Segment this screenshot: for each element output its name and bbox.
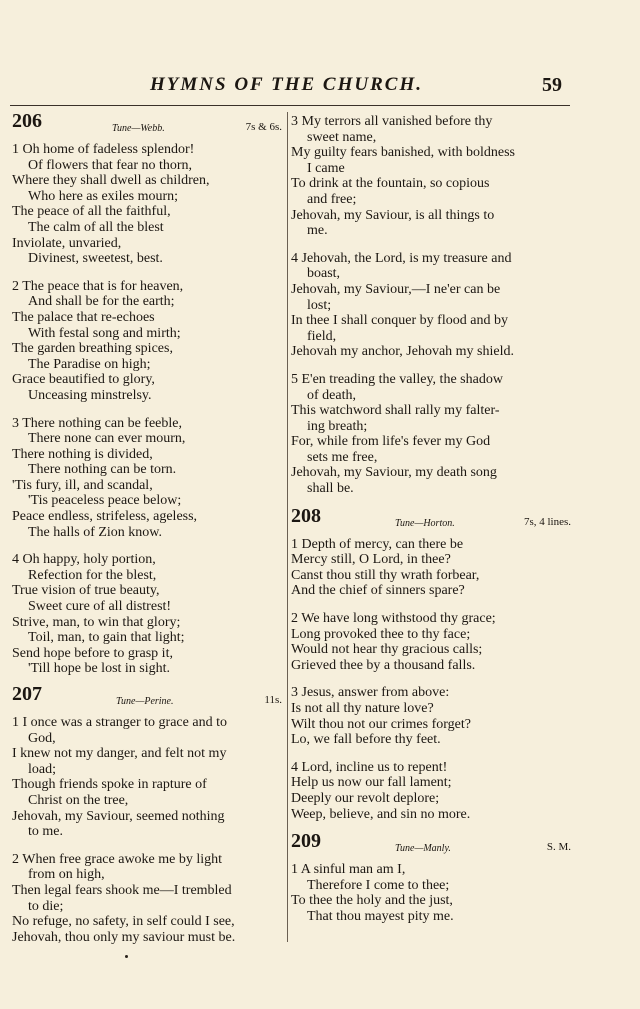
verse-line: Peace endless, strifeless, ageless, — [12, 509, 198, 525]
verse-line: My guilty fears banished, with boldness — [291, 145, 515, 161]
verse-line: Jehovah, my Saviour, my death song — [291, 465, 497, 481]
verse — [291, 611, 571, 673]
verse-line: sets me free, — [307, 449, 378, 465]
verse-line: Grieved thee by a thousand falls. — [291, 657, 476, 673]
verse-line: Help us now our fall lament; — [291, 775, 452, 791]
verse-line: 3 My terrors all vanished before thy — [291, 114, 493, 129]
verse — [291, 537, 571, 599]
page-header — [0, 70, 640, 104]
hymn-header — [12, 110, 282, 140]
verse-line: And shall be for the earth; — [28, 294, 175, 310]
verse — [291, 372, 571, 497]
verse — [12, 142, 282, 267]
verse-line: Jehovah, my Saviour, is all things to — [291, 207, 495, 223]
hymn-header — [12, 683, 282, 713]
verse-line: from on high, — [28, 867, 105, 883]
verse-line: I knew not my danger, and felt not my — [12, 746, 227, 762]
verse-line: 3 There nothing can be feeble, — [12, 415, 183, 431]
hymn-header — [291, 830, 571, 860]
verse-line: 'Tis peaceless peace below; — [28, 493, 182, 509]
verse-line: To thee the holy and the just, — [291, 893, 453, 909]
verse-line: 5 E'en treading the valley, the shadow — [291, 371, 503, 387]
verse-line: 2 The peace that is for heaven, — [12, 278, 184, 294]
running-title: HYMNS OF THE CHURCH. — [150, 74, 423, 95]
verse — [12, 715, 282, 840]
verse-line: 2 We have long withstood thy grace; — [291, 611, 496, 627]
verse-line: Therefore I come to thee; — [307, 877, 450, 893]
verse-line: Of flowers that fear no thorn, — [28, 157, 193, 173]
tune-name: Tune—Webb. — [112, 123, 165, 134]
verse-line: to die; — [28, 898, 64, 914]
column-divider — [287, 112, 288, 942]
tune-name: Tune—Manly. — [395, 843, 451, 855]
verse-line: Grace beautified to glory, — [12, 372, 155, 388]
verse-line: Canst thou still thy wrath forbear, — [291, 567, 480, 583]
left-column — [12, 110, 282, 957]
verse-line: sweet name, — [307, 129, 377, 145]
verse-line: The calm of all the blest — [28, 219, 164, 235]
hymn-number: 209 — [291, 830, 321, 853]
page-number: 59 — [542, 74, 562, 96]
verse-line: me. — [307, 223, 328, 239]
right-column — [291, 114, 571, 937]
verse-line: Though friends spoke in rapture of — [12, 777, 207, 793]
verse-line: 1 I once was a stranger to grace and to — [12, 715, 227, 730]
verse-line: I came — [307, 160, 345, 176]
verse-line: True vision of true beauty, — [12, 583, 160, 599]
header-rule — [10, 105, 570, 106]
verse — [291, 251, 571, 360]
verse-line: ing breath; — [307, 418, 368, 434]
verse-line: boast, — [307, 266, 341, 282]
verse-line: 1 Depth of mercy, can there be — [291, 536, 464, 552]
verse-line: Toil, man, to gain that light; — [28, 630, 185, 646]
verse-line: and free; — [307, 191, 357, 207]
verse — [12, 279, 282, 404]
meter: 11s. — [264, 694, 282, 706]
verse-line: 'Tis fury, ill, and scandal, — [12, 477, 153, 493]
verse-line: lost; — [307, 297, 332, 313]
verse-line: No refuge, no safety, in self could I see, — [12, 914, 235, 930]
verse-line: Weep, believe, and sin no more. — [291, 806, 471, 822]
verse-line: 4 Jehovah, the Lord, is my treasure and — [291, 250, 512, 266]
verse-line: 4 Lord, incline us to repent! — [291, 759, 448, 775]
verse-line: With festal song and mirth; — [28, 325, 181, 341]
verse-line: Lo, we fall before thy feet. — [291, 732, 441, 748]
verse — [12, 852, 282, 946]
verse-line: 'Till hope be lost in sight. — [28, 661, 171, 677]
verse-line: There none can ever mourn, — [28, 431, 186, 447]
verse-line: Deeply our revolt deplore; — [291, 790, 440, 806]
meter: S. M. — [546, 841, 571, 854]
verse-line: Would not hear thy gracious calls; — [291, 642, 483, 658]
verse-line: load; — [28, 761, 56, 777]
verse-line: Who here as exiles mourn; — [28, 188, 179, 204]
verse-line: Long provoked thee to thy face; — [291, 626, 471, 642]
verse-line: Sweet cure of all distrest! — [28, 599, 172, 615]
verse-line: 4 Oh happy, holy portion, — [12, 552, 156, 568]
verse-line: Wilt thou not our crimes forget? — [291, 716, 471, 732]
verse-line: to me. — [28, 824, 63, 840]
verse-line: In thee I shall conquer by flood and by — [291, 313, 508, 329]
verse-line: Jehovah, my Saviour,—I ne'er can be — [291, 281, 501, 297]
verse-line: And the chief of sinners spare? — [291, 583, 465, 599]
verse-line: God, — [28, 730, 56, 746]
verse-line: Strive, man, to win that glory; — [12, 614, 181, 630]
verse-line: There nothing is divided, — [12, 446, 153, 462]
verse — [291, 862, 571, 924]
verse-line: The palace that re-echoes — [12, 309, 155, 325]
verse-line: Jehovah, my Saviour, seemed nothing — [12, 808, 225, 824]
verse-line: Jehovah, thou only my saviour must be. — [12, 929, 236, 945]
verse — [12, 416, 282, 541]
meter: 7s, 4 lines. — [523, 515, 571, 528]
verse-line: That thou mayest pity me. — [307, 908, 454, 924]
verse — [291, 114, 571, 239]
verse-line: For, while from life's fever my God — [291, 434, 491, 450]
verse-line: Then legal fears shook me—I trembled — [12, 882, 232, 898]
ink-speck — [125, 955, 128, 958]
verse-line: 1 A sinful man am I, — [291, 862, 406, 878]
verse-line: The Paradise on high; — [28, 356, 151, 372]
verse-line: Christ on the tree, — [28, 792, 129, 808]
verse-line: Mercy still, O Lord, in thee? — [291, 552, 451, 568]
verse-line: The peace of all the faithful, — [12, 204, 171, 220]
verse-line: 2 When free grace awoke me by light — [12, 851, 223, 867]
verse-line: The garden breathing spices, — [12, 341, 173, 357]
verse-line: Inviolate, unvaried, — [12, 235, 122, 251]
verse-line: shall be. — [307, 481, 354, 497]
verse-line: Refection for the blest, — [28, 567, 157, 583]
tune-name: Tune—Horton. — [395, 517, 455, 529]
verse — [12, 552, 282, 677]
verse-line: Unceasing minstrelsy. — [28, 387, 152, 403]
hymn-number: 208 — [291, 504, 321, 527]
verse-line: Jehovah my anchor, Jehovah my shield. — [291, 344, 515, 360]
verse-line: of death, — [307, 387, 356, 403]
hymn-number: 206 — [12, 110, 42, 132]
verse-line: 3 Jesus, answer from above: — [291, 685, 450, 701]
verse — [291, 760, 571, 822]
verse-line: The halls of Zion know. — [28, 524, 163, 540]
verse-line: Send hope before to grasp it, — [12, 645, 173, 661]
verse-line: Divinest, sweetest, best. — [28, 251, 163, 267]
verse-line: Is not all thy nature love? — [291, 701, 434, 716]
verse-line: field, — [307, 328, 337, 344]
verse-line: 1 Oh home of fadeless splendor! — [12, 142, 195, 157]
tune-name: Tune—Perine. — [116, 696, 174, 707]
verse-line: Where they shall dwell as children, — [12, 173, 210, 189]
verse-line: There nothing can be torn. — [28, 462, 177, 478]
meter: 7s & 6s. — [245, 121, 282, 133]
hymn-number: 207 — [12, 683, 42, 705]
verse-line: To drink at the fountain, so copious — [291, 176, 490, 192]
verse-line: This watchword shall rally my falter- — [291, 403, 500, 419]
hymn-header — [291, 504, 571, 535]
verse — [291, 685, 571, 747]
